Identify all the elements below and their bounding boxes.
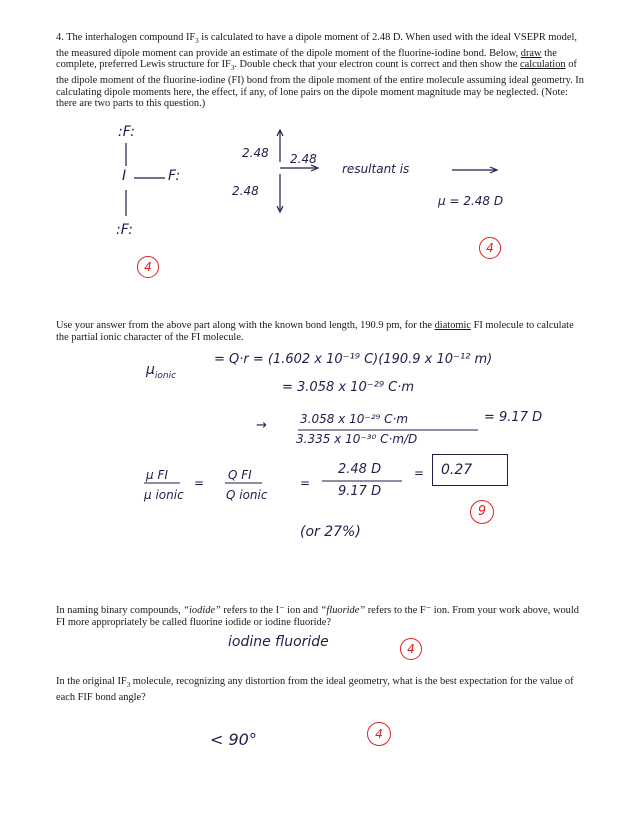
resultant-label: resultant is — [342, 162, 410, 176]
question-fi-text: Use your answer from the above part along with the known bond length, 190.9 pm, for the diatomic FI molecule to calculate the partial ionic character of the FI molecule. — [56, 320, 574, 343]
mu-ionic-symbol: $\mu_{ionic}$ — [146, 362, 177, 381]
percent-note: (or 27%) — [300, 524, 361, 540]
lewis-top-fluorine: :F: — [118, 124, 135, 140]
score-circle-1: 4 — [479, 237, 501, 259]
vector-up-label: 2.48 — [242, 146, 269, 160]
naming-answer: iodine fluoride — [228, 634, 329, 650]
lewis-right-fluorine: F: — [168, 168, 181, 184]
ratio-numerator: μ FI — [146, 468, 168, 482]
lewis-bottom-fluorine: :F: — [116, 222, 133, 238]
question-naming-text: In naming binary compounds, “iodide” refers to the I⁻ ion and “fluoride” refers to the F⁻ ion. From your work above, would FI more appropriately be called fluorine iodide or iodine fluoride? — [56, 605, 579, 628]
fraction-denominator: 3.335 x 10⁻³⁰ C·m/D — [296, 432, 418, 446]
vector-right-label: 2.48 — [290, 152, 317, 166]
charge-denominator: Q ionic — [226, 488, 268, 502]
answer-equals: = — [414, 466, 425, 480]
vector-down-label: 2.48 — [232, 184, 259, 198]
score-circle-2: 4 — [137, 256, 159, 278]
boxed-answer: 0.27 — [432, 454, 508, 486]
work-arrow: → — [256, 418, 267, 433]
resultant-value: μ = 2.48 D — [438, 194, 504, 208]
value-denominator: 9.17 D — [338, 484, 382, 499]
work-line-1: = Q·r = (1.602 x 10⁻¹⁹ C)(190.9 x 10⁻¹² m) — [214, 352, 493, 367]
question-angle-text: In the original $IF_3$ molecule, recognizing any distortion from the ideal geometry, what is the best expectation for the value of each FIF bond angle? — [56, 676, 574, 703]
ratio-equals: = — [194, 476, 205, 490]
work-line-2: = 3.058 x 10⁻²⁹ C·m — [282, 380, 415, 395]
angle-answer: < 90° — [210, 730, 257, 749]
ratio-denominator: μ ionic — [144, 488, 184, 502]
question-4-text: 4. The interhalogen compound $IF_3$ is calculated to have a dipole moment of 2.48 D. When used with the ideal VSEPR model, the measured dipole moment can provide an estimate of the dipole moment of the fluorine-iodine bond. Below, draw the complete, preferred Lewis structure for $IF_3$. Double check that your electron count is correct and then show the calculation of the dipole moment of the fluorine-iodine (FI) bond from the dipole moment of the entire molecule assuming ideal geometry. In calculating dipole moments here, the effect, if any, of lone pairs on the dipole moment magnitude may be neglected. (Note: there are two parts to this question.) — [56, 32, 584, 110]
score-circle-4: 4 — [400, 638, 422, 660]
score-circle-3: 9 — [470, 500, 494, 524]
fraction-numerator: 3.058 x 10⁻²⁹ C·m — [300, 412, 409, 426]
fraction-result: = 9.17 D — [484, 410, 543, 425]
value-numerator: 2.48 D — [338, 462, 382, 477]
lewis-iodine: I — [122, 168, 127, 184]
value-equals: = — [300, 476, 311, 490]
score-circle-5: 4 — [367, 722, 391, 746]
charge-numerator: Q FI — [228, 468, 252, 482]
